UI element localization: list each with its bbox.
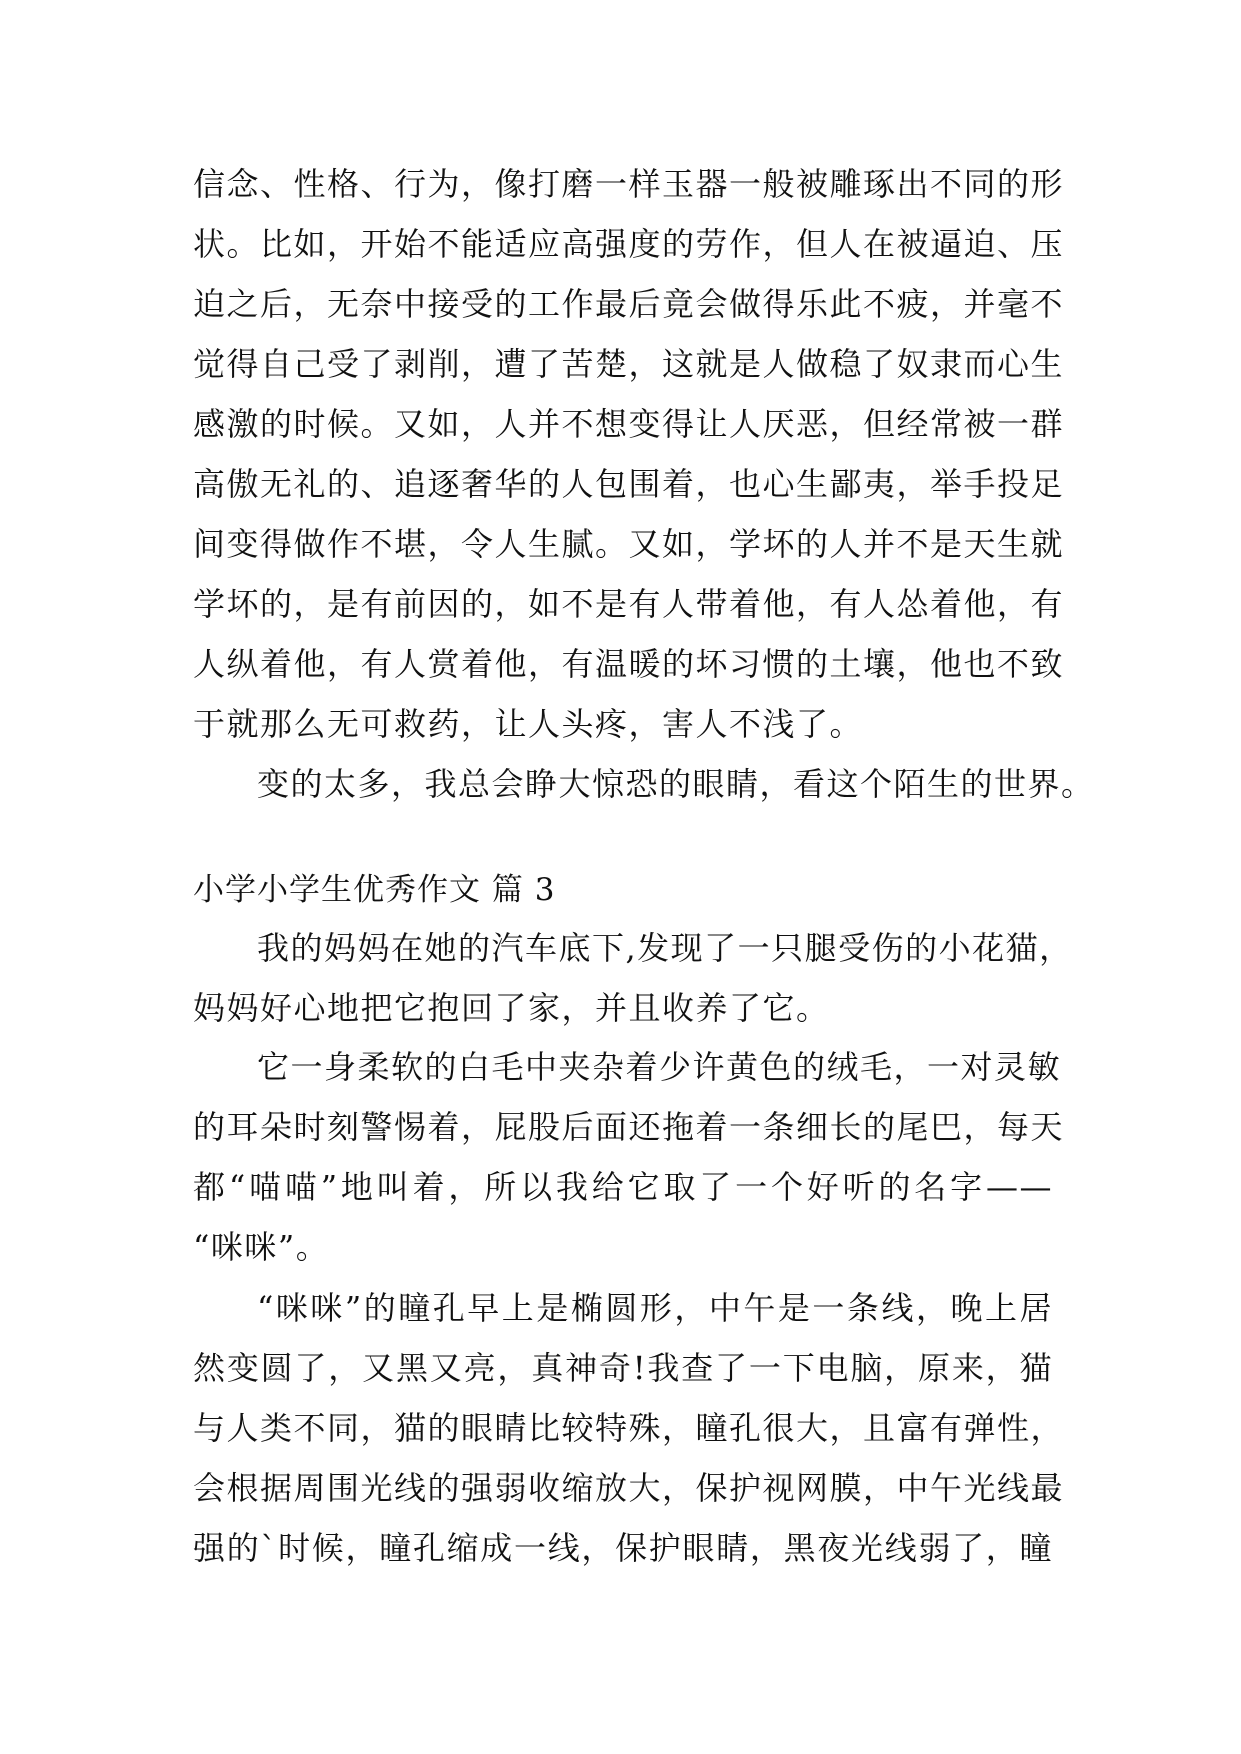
text-line: 它一身柔软的白毛中夹杂着少许黄色的绒毛，一对灵敏 bbox=[257, 1048, 1062, 1086]
text-line: 高傲无礼的、追逐奢华的人包围着，也心生鄙夷，举手投足 bbox=[193, 465, 1065, 503]
text-line: 间变得做作不堪，令人生腻。又如，学坏的人并不是天生就 bbox=[193, 525, 1065, 563]
text-line: 变的太多，我总会睁大惊恐的眼睛，看这个陌生的世界。 bbox=[257, 765, 1095, 803]
text-line: 妈妈好心地把它抱回了家，并且收养了它。 bbox=[193, 989, 830, 1027]
text-line: 的耳朵时刻警惕着，屁股后面还拖着一条细长的尾巴，每天 bbox=[193, 1108, 1065, 1146]
text-line: 与人类不同，猫的眼睛比较特殊，瞳孔很大，且富有弹性， bbox=[193, 1409, 1065, 1447]
section-heading: 小学小学生优秀作文 篇 3 bbox=[193, 872, 556, 908]
text-line: 迫之后，无奈中接受的工作最后竟会做得乐此不疲，并毫不 bbox=[193, 285, 1065, 323]
text-line: “咪咪”。 bbox=[193, 1228, 330, 1266]
text-line: 信念、性格、行为，像打磨一样玉器一般被雕琢出不同的形 bbox=[193, 165, 1065, 203]
text-line: 我的妈妈在她的汽车底下,发现了一只腿受伤的小花猫， bbox=[257, 929, 1073, 967]
text-line: “咪咪”的瞳孔早上是椭圆形，中午是一条线，晚上居 bbox=[257, 1289, 1053, 1327]
text-line: 学坏的，是有前因的，如不是有人带着他，有人怂着他，有 bbox=[193, 585, 1065, 623]
text-line: 会根据周围光线的强弱收缩放大，保护视网膜，中午光线最 bbox=[193, 1469, 1065, 1507]
text-line: 然变圆了，又黑又亮，真神奇!我查了一下电脑，原来，猫 bbox=[193, 1349, 1053, 1387]
text-line: 人纵着他，有人赏着他，有温暖的坏习惯的土壤，他也不致 bbox=[193, 645, 1065, 683]
text-line: 状。比如，开始不能适应高强度的劳作，但人在被逼迫、压 bbox=[193, 225, 1065, 263]
text-line: 觉得自己受了剥削，遭了苦楚，这就是人做稳了奴隶而心生 bbox=[193, 345, 1065, 383]
text-line: 于就那么无可救药，让人头疼，害人不浅了。 bbox=[193, 705, 864, 743]
text-line: 都“喵喵”地叫着，所以我给它取了一个好听的名字—— bbox=[193, 1168, 1053, 1206]
text-line: 强的`时候，瞳孔缩成一线，保护眼睛，黑夜光线弱了，瞳 bbox=[193, 1529, 1053, 1567]
text-line: 感激的时候。又如，人并不想变得让人厌恶，但经常被一群 bbox=[193, 405, 1065, 443]
